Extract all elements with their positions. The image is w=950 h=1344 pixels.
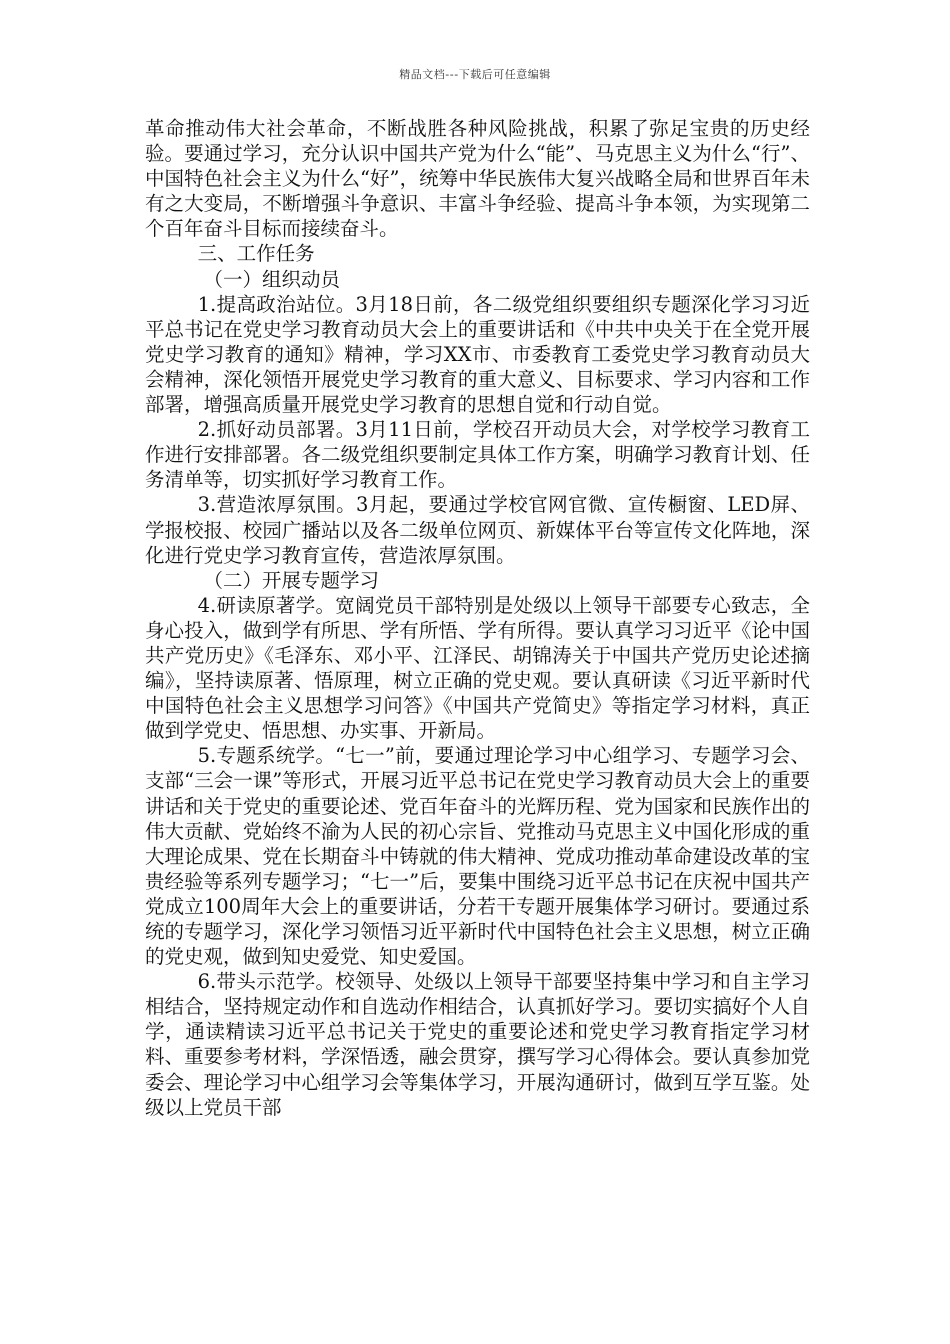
- paragraph: 3.营造浓厚氛围。3月起，要通过学校官网官微、宣传橱窗、LED屏、学报校报、校园广播站以及各二级单位网页、新媒体平台等宣传文化阵地，深化进行党史学习教育宣传，营造浓厚氛围。: [145, 493, 810, 567]
- page-header: 精品文档---下载后可任意编辑: [399, 68, 551, 81]
- paragraph-continued: 革命推动伟大社会革命，不断战胜各种风险挑战，积累了弥足宝贵的历史经验。要通过学习，充分认识中国共产党为什么“能”、马克思主义为什么“行”、中国特色社会主义为什么“好”，统筹中华民族伟大复兴战略全局和世界百年未有之大变局，不断增强斗争意识、丰富斗争经验、提高斗争本领，为实现第二个百年奋斗目标而接续奋斗。: [145, 117, 810, 241]
- paragraph: 6.带头示范学。校领导、处级以上领导干部要坚持集中学习和自主学习相结合，坚持规定动作和自选动作相结合，认真抓好学习。要切实搞好个人自学，通读精读习近平总书记关于党史的重要论述和党史学习教育指定学习材料、重要参考材料，学深悟透，融会贯穿，撰写学习心得体会。要认真参加党委会、理论学习中心组学习会等集体学习，开展沟通研讨，做到互学互鉴。处级以上党员干部: [145, 970, 810, 1119]
- paragraph: 5.专题系统学。“七一”前，要通过理论学习中心组学习、专题学习会、支部“三会一课”等形式，开展习近平总书记在党史学习教育动员大会上的重要讲话和关于党史的重要论述、党百年奋斗的光辉历程、党为国家和民族作出的伟大贡献、党始终不渝为人民的初心宗旨、党推动马克思主义中国化形成的重大理论成果、党在长期奋斗中铸就的伟大精神、党成功推动革命建设改革的宝贵经验等系列专题学习；“七一”后，要集中围绕习近平总书记在庆祝中国共产党成立100周年大会上的重要讲话，分若干专题开展集体学习研讨。要通过系统的专题学习，深化学习领悟习近平新时代中国特色社会主义思想，树立正确的党史观，做到知史爱党、知史爱国。: [145, 744, 810, 969]
- paragraph: 2.抓好动员部署。3月11日前，学校召开动员大会，对学校学习教育工作进行安排部署。各二级党组织要制定具体工作方案，明确学习教育计划、任务清单等，切实抓好学习教育工作。: [145, 418, 810, 492]
- subsection-heading: （二）开展专题学习: [203, 568, 380, 592]
- paragraph: 4.研读原著学。宽阔党员干部特别是处级以上领导干部要专心致志，全身心投入，做到学有所思、学有所悟、学有所得。要认真学习习近平《论中国共产党历史》《毛泽东、邓小平、江泽民、胡锦涛关于中国共产党历史论述摘编》，坚持读原著、悟原理，树立正确的党史观。要认真研读《习近平新时代中国特色社会主义思想学习问答》《中国共产党简史》等指定学习材料，真正做到学党史、悟思想、办实事、开新局。: [145, 593, 810, 743]
- document-body: [145, 116, 810, 1120]
- subsection-heading: （一）组织动员: [203, 267, 341, 291]
- paragraph: 1.提高政治站位。3月18日前，各二级党组织要组织专题深化学习习近平总书记在党史学习教育动员大会上的重要讲话和《中共中央关于在全党开展党史学习教育的通知》精神，学习XX市、市委教育工委党史学习教育动员大会精神，深化领悟开展党史学习教育的重大意义、目标要求、学习内容和工作部署，增强高质量开展党史学习教育的思想自觉和行动自觉。: [145, 292, 810, 417]
- section-heading: 三、工作任务: [197, 242, 315, 266]
